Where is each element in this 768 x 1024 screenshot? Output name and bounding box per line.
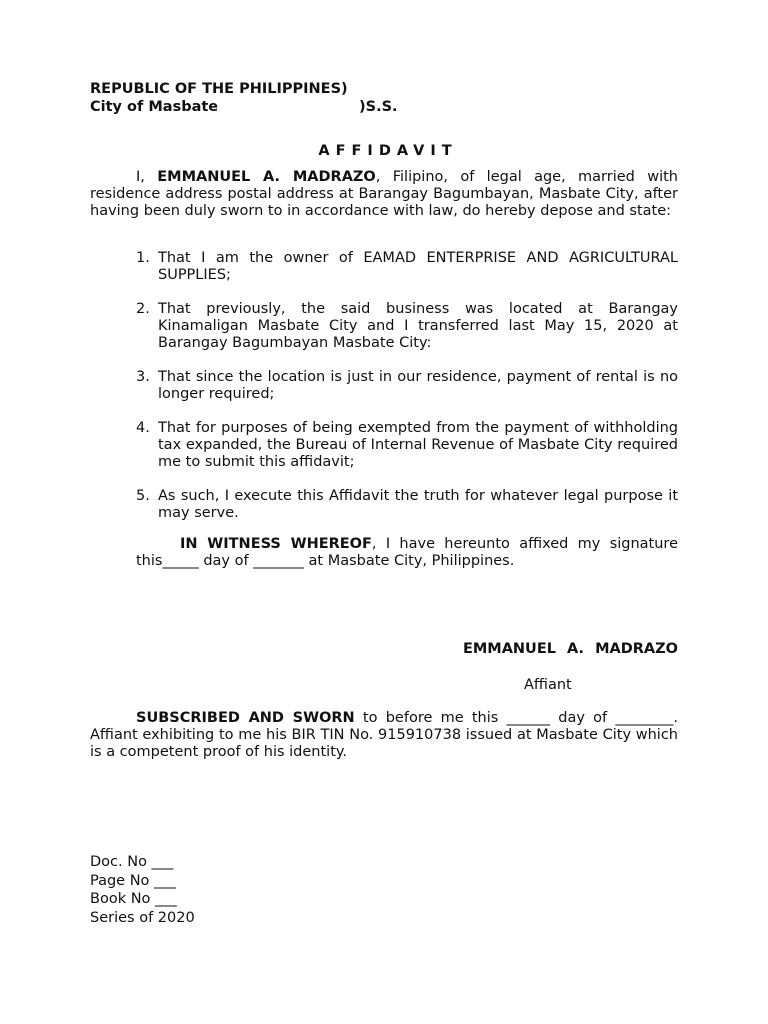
jurat-paragraph — [90, 710, 678, 761]
city-line: City of Masbate — [90, 99, 219, 115]
list-item — [90, 301, 678, 352]
item-number: 3. — [136, 369, 150, 385]
signer-role: Affiant — [524, 677, 572, 693]
item-number: 2. — [136, 301, 150, 317]
ss-marker: )S.S. — [359, 99, 398, 115]
list-item — [90, 369, 678, 403]
page-number: Page No ___ — [90, 872, 176, 889]
notarial-register — [90, 853, 195, 927]
list-item — [90, 250, 678, 284]
item-number: 4. — [136, 420, 150, 436]
item-text: As such, I execute this Affidavit the truth for whatever legal purpose it may serve. — [158, 488, 678, 521]
witness-paragraph — [136, 536, 678, 570]
intro-prefix: I, — [136, 169, 158, 185]
affiant-name-inline: EMMANUEL A. MADRAZO — [157, 169, 376, 185]
witness-lead: IN WITNESS WHEREOF — [180, 536, 372, 552]
item-text: That for purposes of being exempted from the payment of withholding tax expanded, the Bureau of Internal Revenue of Masbate City required me to submit this affidavit; — [158, 420, 678, 470]
jurat-lead: SUBSCRIBED AND SWORN — [136, 710, 355, 726]
doc-number: Doc. No ___ — [90, 854, 174, 870]
list-item — [90, 488, 678, 522]
item-text: That since the location is just in our residence, payment of rental is no longer required; — [158, 369, 678, 402]
item-number: 1. — [136, 250, 150, 266]
witness-text: , I have hereunto affixed my signature this_____ day of _______ at Masbate City, Philippines. — [136, 536, 678, 569]
book-number: Book No ___ — [90, 891, 177, 907]
statement-list — [90, 250, 678, 539]
intro-paragraph — [90, 169, 678, 220]
signer-name: EMMANUEL A. MADRAZO — [462, 641, 678, 657]
item-text: That I am the owner of EAMAD ENTERPRISE AND AGRICULTURAL SUPPLIES; — [158, 250, 678, 283]
item-number: 5. — [136, 488, 150, 504]
document-title: AFFIDAVIT — [318, 143, 458, 159]
jurat-text: to before me this ______ day of ________. Affiant exhibiting to me his BIR TIN No. 915910738 issued at Masbate City which is a competent proof of his identity. — [90, 710, 678, 760]
intro-text: , Filipino, of legal age, married with residence address postal address at Barangay Bagumbayan, Masbate City, after having been duly sworn to in accordance with law, do hereby depose and state: — [90, 169, 678, 219]
item-text: That previously, the said business was located at Barangay Kinamaligan Masbate City and I transferred last May 15, 2020 at Barangay Bagumbayan Masbate City: — [158, 301, 678, 351]
series-year: Series of 2020 — [90, 909, 195, 926]
republic-line: REPUBLIC OF THE PHILIPPINES) — [90, 81, 348, 97]
venue-caption — [90, 80, 398, 116]
list-item — [90, 420, 678, 471]
